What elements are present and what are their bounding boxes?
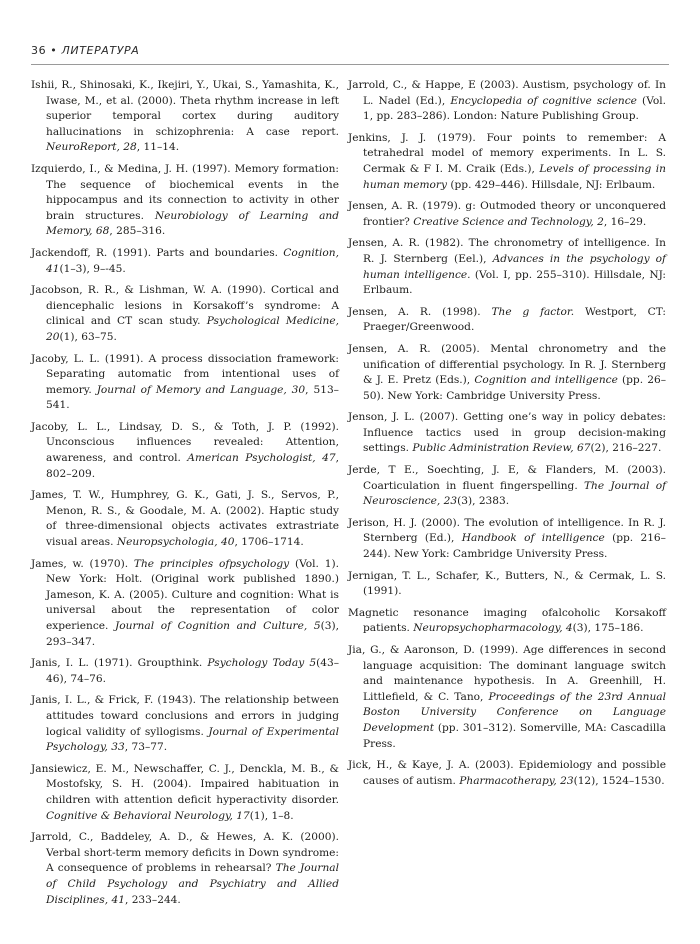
reference-source: Creative Science and Technology, 2 [413, 215, 604, 228]
section-title: ЛИТЕРАТУРА [61, 44, 140, 57]
reference-text: Jensen, A. R. (2005). Mental chronometry and the unification of differential psychology. In R. J. Sternberg & J. E. Pretz (Eds.), [348, 342, 666, 387]
reference-entry [348, 131, 666, 193]
reference-source: The principles ofpsychology [133, 557, 290, 570]
reference-entry [348, 305, 666, 336]
reference-source: Cognitive & Behavioral Neurology, 17 [46, 809, 250, 822]
reference-source: Neurobiology of Learning and Memory, 68 [46, 209, 339, 238]
reference-text: Jia, G., & Aaronson, D. (1999). Age differences in second language acquisition: The dominant language switch and maintenance hypothesis. In A. Greenhill, H. Littlefield, & C. Tano, [348, 644, 666, 703]
reference-text: Ishii, R., Shinosaki, K., Ikejiri, Y., Ukai, S., Yamashita, K., Iwase, M., et al. (2000). Theta rhythm increase in left superior temporal cortex during auditory hallucinations in schizophrenia: A case report. [31, 79, 339, 138]
reference-entry [31, 420, 339, 482]
reference-text: (pp. 26–50). New York: Cambridge University Press. [363, 374, 666, 402]
reference-source: Psychology Today 5 [207, 657, 317, 670]
reference-text: (Vol. I, pp. 255–310). Hillsdale, NJ: Erlbaum. [363, 268, 666, 297]
reference-text: Jarrold, C., Baddeley, A. D., & Hewes, A. K. (2000). Verbal short-term memory deficits in Down syndrome: A consequence of problems in rehearsal? [31, 831, 339, 875]
reference-text: Jackendoff, R. (1991). Parts and boundaries. [31, 246, 284, 259]
reference-text: Jensen, A. R. (1998). [348, 305, 492, 318]
reference-source: Encyclopedia of cognitive science [450, 94, 637, 107]
reference-entry [31, 246, 339, 277]
reference-text: (3), 293–347. [46, 620, 339, 648]
reference-source: Psychological Medicine, 20 [46, 315, 339, 343]
reference-source: Journal of Memory and Language, 30 [96, 383, 306, 396]
reference-text: , 285–316. [109, 225, 166, 238]
reference-entry [348, 199, 666, 230]
reference-source: Neuropsychologia, 40 [116, 536, 235, 549]
reference-entry [31, 830, 339, 908]
reference-entry [31, 557, 339, 651]
reference-source: Proceedings of the 23rd Annual Boston University Conference on Language Development [363, 690, 666, 734]
reference-text: Jensen, A. R. (1979). g: Outmoded theory or unconquered frontier? [348, 200, 666, 228]
reference-source: Cognition and intelligence [474, 374, 618, 387]
reference-text: (pp. 216–244). New York: Cambridge University Press. [363, 532, 666, 561]
reference-text: James, w. (1970). [31, 557, 134, 570]
reference-text: Jarrold, C., & Happe, E (2003). Austism, psychology of. In L. Nadel (Ed.), [348, 79, 666, 107]
reference-text: Jerde, T E., Soechting, J. E, & Flanders, M. (2003). Coarticulation in fluent fingerspelling. [348, 464, 666, 492]
reference-entry [348, 342, 666, 404]
reference-text: (Vol. 1, pp. 283–286). London: Nature Publishing Group. [363, 94, 667, 123]
left-column [31, 78, 339, 914]
reference-entry [348, 758, 666, 789]
right-column [348, 78, 666, 795]
reference-entry [31, 693, 339, 755]
reference-text: Jenson, J. L. (2007). Getting one’s way in policy debates: Influence tactics used in group decision-making settings. [348, 411, 666, 455]
reference-source: The Journal of Neuroscience, 23 [363, 479, 666, 508]
reference-entry [31, 352, 339, 414]
reference-source: Levels of processing in human memory [363, 162, 666, 191]
reference-text: , 16–29. [603, 215, 647, 228]
reference-source: Public Administration Review, 67 [412, 442, 591, 455]
reference-text: James, T. W., Humphrey, G. K., Gati, J. S., Servos, P., Menon, R. S., & Goodale, M. A. (2002). Haptic study of three-dimensional objects activates extrastriate visual areas. [31, 489, 339, 549]
reference-text: Jerison, H. J. (2000). The evolution of intelligence. In R. J. Sternberg (Ed.), [348, 516, 666, 545]
reference-entry [348, 410, 666, 457]
reference-text: Jernigan, T. L., Schafer, K., Butters, N., & Cermak, L. S. (1991). [348, 569, 666, 598]
reference-source: The Journal of Child Psychology and Psychiatry and Allied Disciplines, 41 [46, 862, 339, 906]
reference-text: , 11–14. [136, 141, 180, 154]
reference-entry [348, 236, 666, 298]
reference-text: Jenkins, J. J. (1979). Four points to remember: A tetrahedral model of memory experiments. In L. S. Cermak & F I. M. Craik (Eds.), [348, 131, 666, 175]
reference-text: (1), 1–8. [249, 809, 294, 822]
reference-text: , 1706–1714. [234, 536, 304, 549]
reference-source: American Psychologist, 47 [187, 452, 336, 465]
reference-entry [348, 643, 666, 752]
reference-text: Jacoby, L. L., Lindsay, D. S., & Toth, J. P. (1992). Unconscious influences revealed: Attention, awareness, and control. [31, 420, 339, 465]
reference-entry [348, 516, 666, 563]
reference-entry [31, 488, 339, 550]
reference-entry [31, 162, 339, 240]
reference-source: The g factor. [491, 305, 575, 318]
head-separator: • [46, 44, 62, 57]
reference-entry [348, 569, 666, 600]
reference-entry [348, 606, 666, 637]
reference-text: , 802–209. [46, 452, 339, 480]
reference-entry [348, 78, 666, 125]
reference-text: (Vol. 1). New York: Holt. (Original work published 1890.) Jameson, K. A. (2005). Culture and cognition: What is universal about the representation of color experience. [46, 557, 339, 632]
reference-entry [31, 78, 339, 156]
reference-text: (1–3), 9–-45. [59, 262, 126, 275]
reference-source: Pharmacotherapy, 23 [459, 774, 574, 787]
reference-source: Advances in the psychology of human intelligence. [363, 252, 666, 281]
reference-entry [348, 463, 666, 510]
reference-text: Janis, I. L., & Frick, F. (1943). The relationship between attitudes toward conclusions and errors in judging logical validity of syllogisms. [31, 694, 339, 738]
reference-text: Westport, CT: Praeger/Greenwood. [363, 305, 666, 334]
reference-source: Journal of Experimental Psychology, 33 [46, 725, 339, 754]
page-number: 36 [31, 44, 47, 57]
header-rule [31, 64, 669, 65]
reference-source: Journal of Cognition and Culture, 5 [115, 620, 321, 632]
reference-entry [31, 283, 339, 345]
reference-text: (pp. 301–312). Somerville, MA: Cascadilla Press. [363, 721, 666, 750]
reference-text: Jacoby, L. L. (1991). A process dissociation framework: Separating automatic from intentional uses of memory. [31, 352, 339, 396]
reference-source: NeuroReport, 28 [46, 141, 137, 154]
reference-text: , 513–541. [46, 383, 339, 412]
reference-text: , 73–77. [124, 741, 168, 754]
reference-text: (3), 2383. [457, 495, 510, 508]
reference-text: Jansiewicz, E. M., Newschaffer, C. J., Denckla, M. B., & Mostofsky, S. H. (2004). Impaired habituation in children with attention deficit hyperactivity disorder. [31, 762, 339, 806]
reference-entry [31, 656, 339, 687]
reference-text: Magnetic resonance imaging ofalcoholic Korsakoff patients. [348, 606, 666, 635]
reference-entry [31, 762, 339, 824]
reference-text: (12), 1524–1530. [573, 774, 665, 787]
reference-text: (pp. 429–446). Hillsdale, NJ: Erlbaum. [447, 178, 656, 191]
reference-source: Neuropsychopharmacology, 4 [413, 622, 573, 635]
reference-text: , 233–244. [124, 893, 181, 906]
reference-text: Jensen, A. R. (1982). The chronometry of intelligence. In R. J. Sternberg (Eel.), [348, 237, 666, 265]
reference-text: (3), 175–186. [572, 622, 644, 635]
reference-source: Handbook of intelligence [461, 532, 605, 545]
reference-text: (2), 216–227. [590, 442, 662, 455]
reference-text: (43–46), 74–76. [46, 657, 339, 685]
running-head [31, 44, 669, 57]
reference-text: (1), 63–75. [59, 330, 117, 343]
reference-text: Izquierdo, I., & Medina, J. H. (1997). Memory formation: The sequence of biochemical events in the hippocampus and its connection to activity in other brain structures. [31, 162, 339, 222]
reference-text: Janis, I. L. (1971). Groupthink. [31, 657, 208, 670]
reference-text: Jick, H., & Kaye, J. A. (2003). Epidemiology and possible causes of autism. [348, 759, 666, 787]
reference-text: Jacobson, R. R., & Lishman, W. A. (1990). Cortical and diencephalic lesions in Korsakoff’s syndrome: A clinical and CT scan study. [31, 284, 339, 328]
reference-source: Cognition, 41 [46, 246, 339, 275]
